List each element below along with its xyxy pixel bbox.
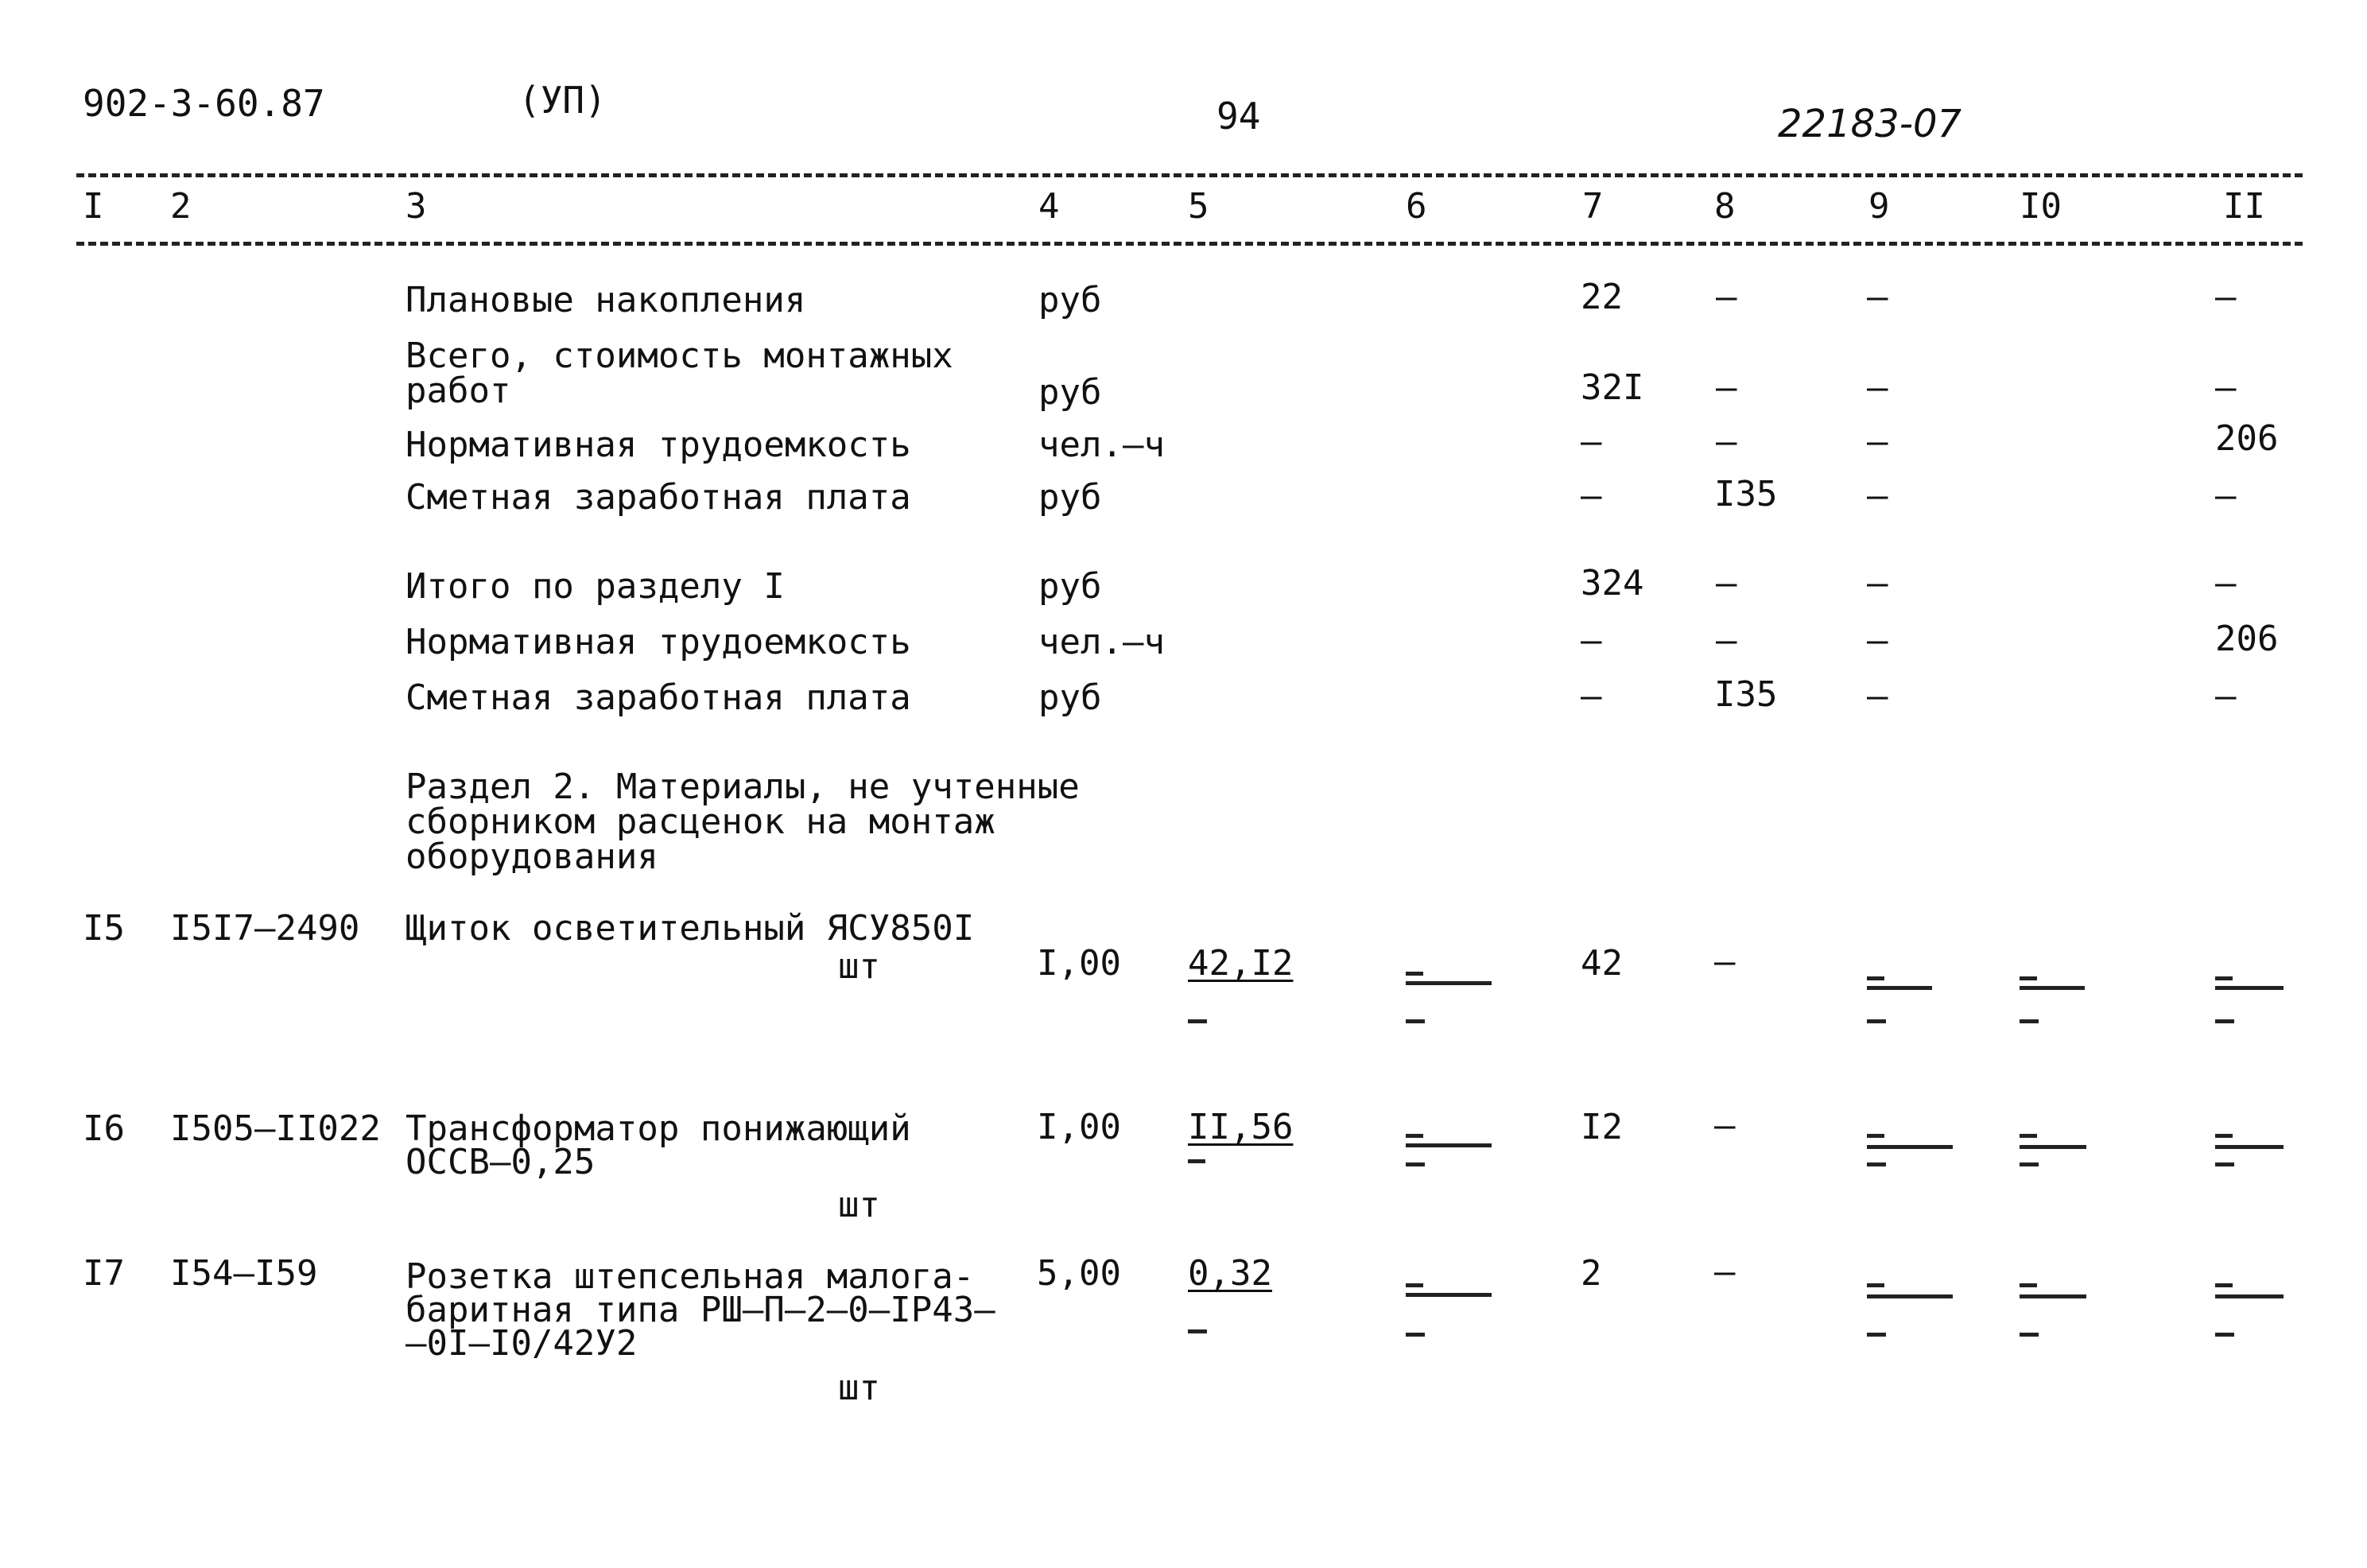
row-col8: – [1716,620,1737,661]
col-header-10: I0 [2020,186,2062,227]
dash-mark [1406,1134,1423,1138]
row-col7: 32I [1581,367,1644,408]
underline-mark [1406,1293,1492,1297]
row-col9: – [1867,367,1888,408]
row-unit: руб [1038,477,1102,518]
row-col9: – [1867,620,1888,661]
col-header-1: I [83,186,104,227]
row-col7: – [1581,475,1602,516]
dash-mark [2215,1134,2233,1138]
item-col7: I2 [1581,1107,1623,1147]
doc-tag: (УП) [518,79,607,122]
row-col11: – [2215,367,2237,408]
row-name: Сметная заработная плата [405,677,911,718]
dash-mark [1867,1134,1884,1138]
dash-mark [1867,1333,1886,1337]
row-col7: 22 [1581,277,1623,317]
dash-mark [1406,972,1423,976]
row-unit: руб [1038,372,1102,413]
row-col11: – [2215,676,2237,716]
dash-mark [2215,1283,2233,1287]
dash-mark [2215,1019,2234,1023]
item-unit: шт [838,1185,880,1225]
archive-number: 22183-07 [1778,102,1962,146]
dash-mark [2215,1162,2234,1166]
row-unit: чел.–ч [1038,622,1165,662]
item-name-line2: ОССВ–0,25 [405,1142,596,1182]
item-qty: 5,00 [1037,1253,1121,1294]
dash-mark [1867,1283,1884,1287]
item-name-line1: Щиток осветительный ЯСУ850I [405,908,975,949]
item-code: I505–II022 [170,1108,381,1149]
item-qty: I,00 [1037,1107,1121,1147]
row-col9: – [1867,563,1888,604]
dash-mark [1867,1019,1886,1023]
row-unit: чел.–ч [1038,425,1165,465]
item-col7: 42 [1581,943,1623,984]
page-number: 94 [1216,95,1261,138]
dash-mark [2020,1333,2039,1337]
dash-mark [1188,1329,1207,1333]
item-number: I7 [83,1253,125,1294]
dash-mark [1406,1333,1425,1337]
row-col9: – [1867,421,1888,462]
item-col7: 2 [1581,1253,1602,1294]
underline-mark [2020,1145,2086,1149]
dash-mark [1867,976,1884,980]
item-col8: – [1714,1105,1736,1146]
row-unit: руб [1038,280,1102,320]
row-col7: – [1581,421,1602,462]
row-name: Нормативная трудоемкость [405,425,911,465]
dash-mark [2020,1283,2037,1287]
row-col11: – [2215,475,2237,516]
col-header-3: 3 [405,186,427,227]
section-heading-line3: оборудования [405,836,658,877]
row-name: Сметная заработная плата [405,477,911,518]
dash-mark [1406,1283,1423,1287]
dash-mark [2020,976,2037,980]
row-col8: – [1716,563,1737,604]
row-col7: – [1581,676,1602,716]
col-header-8: 8 [1714,186,1736,227]
item-code: I54–I59 [170,1253,318,1294]
row-col7: – [1581,620,1602,661]
dash-mark [2215,1333,2234,1337]
row-unit: руб [1038,566,1102,607]
underline-mark [1867,1145,1953,1149]
dash-mark [1406,1019,1425,1023]
row-unit: руб [1038,677,1102,718]
dash-mark [1188,1019,1207,1023]
item-qty: I,00 [1037,943,1121,984]
underline-mark [1867,1294,1953,1298]
underline-mark [1406,1143,1492,1147]
underline-mark [1406,981,1492,985]
dash-mark [2020,1019,2039,1023]
item-number: I5 [83,908,125,949]
row-name-line2: работ [405,371,511,411]
underline-mark [2020,1294,2086,1298]
item-price: 42,I2 [1188,943,1294,984]
item-name-line1: Розетка штепсельная малога- [405,1256,975,1297]
row-col9: – [1867,475,1888,516]
row-col8: I35 [1714,474,1778,514]
col-header-11: II [2223,186,2265,227]
dash-mark [1406,1162,1425,1166]
col-header-5: 5 [1188,186,1209,227]
item-col8: – [1714,941,1736,982]
row-name: Нормативная трудоемкость [405,622,911,662]
item-code: I5I7–2490 [170,908,360,949]
item-col8: – [1714,1252,1736,1292]
col-header-2: 2 [170,186,192,227]
row-col7: 324 [1581,563,1644,604]
dash-mark [2020,1162,2039,1166]
col-header-6: 6 [1406,186,1427,227]
col-header-9: 9 [1868,186,1890,227]
underline-mark [1867,986,1932,990]
row-col8: – [1716,277,1737,317]
row-col8: – [1716,367,1737,408]
section-heading-line1: Раздел 2. Материалы, не учтенные [405,767,1080,807]
dash-mark [2215,976,2233,980]
col-header-4: 4 [1038,186,1060,227]
table-top-rule [76,173,2303,177]
doc-code: 902-3-60.87 [83,82,325,125]
underline-mark [2215,1294,2284,1298]
item-number: I6 [83,1108,125,1149]
dash-mark [1867,1162,1886,1166]
row-col8: – [1716,421,1737,462]
row-col8: I35 [1714,674,1778,715]
table-header-rule [76,242,2303,246]
item-price: 0,32 [1188,1253,1272,1294]
row-col11: 206 [2215,418,2279,459]
underline-mark [2215,1145,2284,1149]
dash-mark [1188,1159,1205,1163]
underline-mark [2020,986,2085,990]
row-col11: – [2215,277,2237,317]
item-unit: шт [838,946,880,987]
row-name: Итого по разделу I [405,566,785,607]
item-unit: шт [838,1368,880,1408]
dash-mark [2020,1134,2037,1138]
item-price: II,56 [1188,1107,1294,1147]
row-name: Плановые накопления [405,280,806,320]
item-name-line1: Трансформатор понижающий [405,1108,911,1149]
section-heading-line2: сборником расценок на монтаж [405,801,995,842]
row-col11: – [2215,563,2237,604]
row-col11: 206 [2215,619,2279,659]
item-name-line3: –0I–I0/42У2 [405,1323,638,1364]
underline-mark [2215,986,2284,990]
item-name-line2: баритная типа РШ–П–2–0–IP43– [405,1290,995,1330]
col-header-7: 7 [1582,186,1604,227]
row-col9: – [1867,676,1888,716]
row-col9: – [1867,277,1888,317]
row-name-line1: Всего, стоимость монтажных [405,336,953,376]
